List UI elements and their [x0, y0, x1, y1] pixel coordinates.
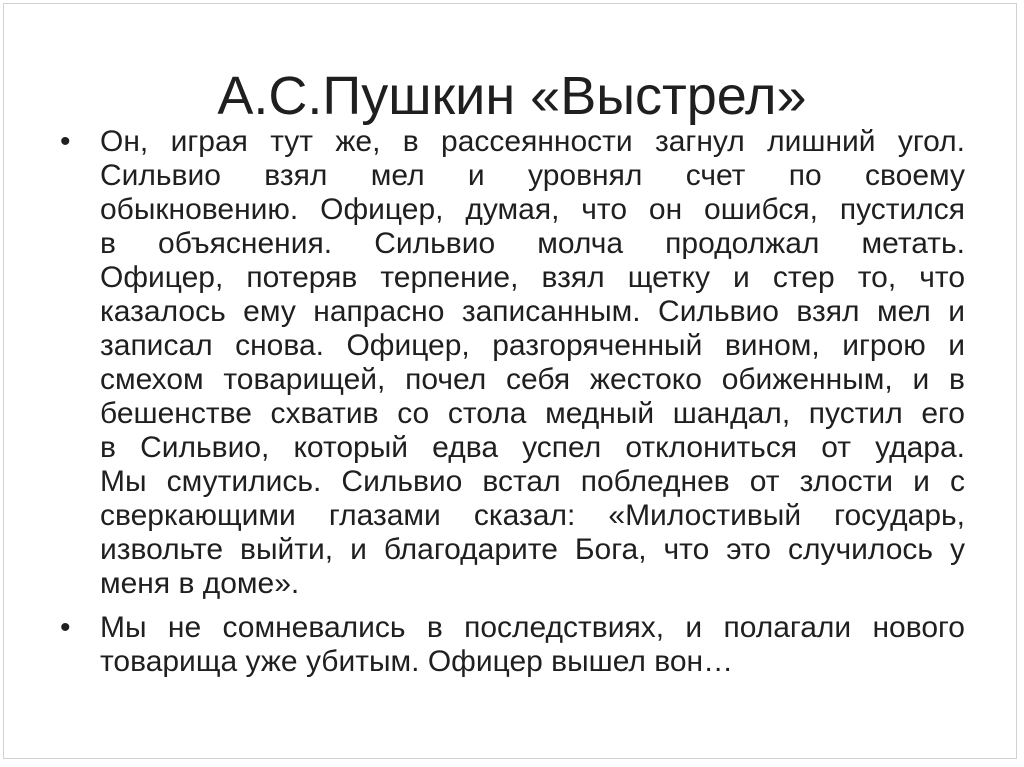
- text-line: бешенстве схватив со стола медный шандал, пустил его: [100, 397, 965, 430]
- slide-body: [0, 125, 1024, 679]
- bullet-marker: •: [60, 611, 71, 644]
- text-line: Сильвио взял мел и уровнял счет по своему: [100, 159, 965, 192]
- text-line: сверкающими глазами сказал: «Милостивый государь,: [100, 499, 965, 532]
- text-line: Мы смутились. Сильвио встал побледнев от злости и с: [100, 465, 965, 498]
- text-line: в объяснения. Сильвио молча продолжал метать.: [100, 227, 965, 260]
- text-line: записал снова. Офицер, разгоряченный вином, игрою и: [100, 329, 965, 362]
- text-line: Мы не сомневались в последствиях, и полагали нового: [100, 611, 965, 644]
- slide-title: А.С.Пушкин «Выстрел»: [217, 66, 807, 126]
- text-line: Офицер, потеряв терпение, взял щетку и стер то, что: [100, 261, 965, 294]
- text-line: Он, играя тут же, в рассеянности загнул лишний угол.: [100, 125, 965, 158]
- text-line: казалось ему напрасно записанным. Сильвио взял мел и: [100, 295, 965, 328]
- text-line: меня в доме».: [100, 567, 300, 600]
- text-line: обыкновению. Офицер, думая, что он ошибся, пустился: [100, 193, 965, 226]
- text-line: смехом товарищей, почел себя жестоко обиженным, и в: [100, 363, 965, 396]
- text-line: в Сильвио, который едва успел отклониться от удара.: [100, 431, 965, 464]
- text-line: извольте выйти, и благодарите Бога, что это случилось у: [100, 533, 965, 566]
- text-line: товарища уже убитым. Офицер вышел вон…: [100, 645, 734, 678]
- bullet-item: [0, 125, 1024, 601]
- bullet-marker: •: [60, 125, 71, 158]
- bullet-item: [0, 611, 1024, 679]
